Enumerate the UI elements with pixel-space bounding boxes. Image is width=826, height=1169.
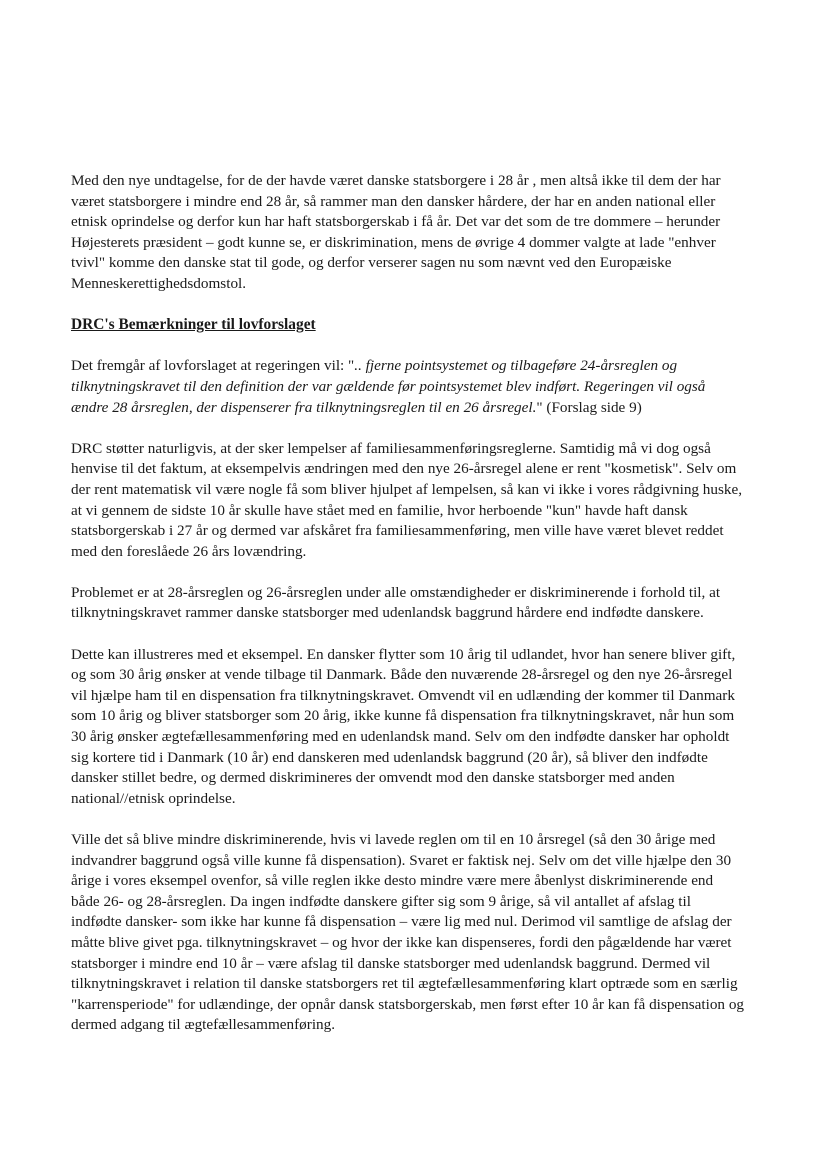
document-body (71, 171, 745, 1057)
paragraph-example: Dette kan illustreres med et eksempel. En dansker flytter som 10 årig til udlandet, hvor han senere bliver gift, og som 30 årig ønsker at vende tilbage til Danmark. Både den nuværende 28-årsregel og den nye 26-årsregel vil hjælpe ham til en dispensation fra tilknytningskravet. Omvendt vil en udlænding der kommer til Danmark som 10 årig og bliver statsborger som 20 årig, ikke kunne få dispensation fra tilknytningskravet, når hun som 30 årig ønsker ægtefællesammenføring med en udenlandsk mand. Selv om den indfødte dansker har opholdt sig kortere tid i Danmark (10 år) end danskeren med udenlandsk baggrund (20 år), så bliver den indfødte dansker stillet bedre, og dermed diskrimineres der omvendt mod den danske statsborger med anden national//etnisk oprindelse. (71, 645, 736, 807)
quote-outro: " (Forslag side 9) (536, 398, 642, 416)
quote-intro: Det fremgår af lovforslaget at regeringen vil: " (71, 357, 355, 375)
paragraph-ten-year-rule: Ville det så blive mindre diskriminerende, hvis vi lavede reglen om til en 10 årsregel (så den 30 årige med indvandrer baggrund også ville kunne få dispensation). Svaret er faktisk nej. Selv om det ville hjælpe den 30 årige i vores eksempel ovenfor, så ville reglen ikke desto mindre være mere åbenlyst diskriminerende end både 26- og 28-årsreglen. Da ingen indfødte danskere gifter sig som 9 årige, så vil antallet af afslag til indfødte dansker- som ikke har kunne få dispensation – være lig med nul. Derimod vil samtlige de afslag der måtte blive givet pga. tilknytningskravet – og hvor der ikke kan dispenseres, fordi den pågældende har været statsborger i mindre end 10 år – være afslag til danske statsborger med udenlandsk baggrund. Dermed vil tilknytningskravet i relation til danske statsborgers ret til ægtefællesammenføring klart optræde som en særlig "karrensperiode" for udlændinge, der opnår dansk statsborgerskab, men først efter 10 år kan få dispensation og dermed adgang til ægtefællesammenføring. (71, 831, 745, 1034)
quote-text: .. fjerne pointsystemet og tilbageføre 24-årsreglen og tilknytningskravet til den definition der var gældende før pointsystemet blev indført. Regeringen vil også ændre 28 årsreglen, der dispenserer fra tilknytningsreglen til en 26 årsregel. (71, 357, 706, 416)
paragraph-exception: Med den nye undtagelse, for de der havde været danske statsborgere i 28 år , men altså ikke til dem der har været statsborgere i mindre end 28 år, så rammer man den dansker hårdere, der har en anden national eller etnisk oprindelse og derfor kun har haft statsborgerskab i få år. Det var det som de tre dommere – herunder Højesterets præsident – godt kunne se, er diskrimination, mens de øvrige 4 dommer valgte at lade "enhver tvivl" komme den danske stat til gode, og derfor verserer sagen nu som nævnt ved den Europæiske Menneskerettighedsdomstol. (71, 172, 721, 292)
paragraph-problem: Problemet er at 28-årsreglen og 26-årsreglen under alle omstændigheder er diskriminerende i forhold til, at tilknytningskravet rammer danske statsborger med udenlandsk baggrund hårdere end indfødte danskere. (71, 583, 721, 622)
section-heading: DRC's Bemærkninger til lovforslaget (71, 316, 316, 334)
paragraph-bill-quote (71, 356, 745, 418)
paragraph-drc-support: DRC støtter naturligvis, at der sker lempelser af familiesammenføringsreglerne. Samtidig må vi dog også henvise til det faktum, at eksempelvis ændringen med den nye 26-årsregel alene er rent "kosmetisk". Selv om der rent matematisk vil være nogle få som bliver hjulpet af lempelsen, så kan vi ikke i vores rådgivning huske, at vi gennem de sidste 10 år skulle have stået med en familie, hvor herboende "kun" havde haft dansk statsborgerskab i 27 år og dermed var afskåret fra familiesammenføring, men ville have været blevet reddet med den foreslåede 26 års lovændring. (71, 439, 743, 560)
